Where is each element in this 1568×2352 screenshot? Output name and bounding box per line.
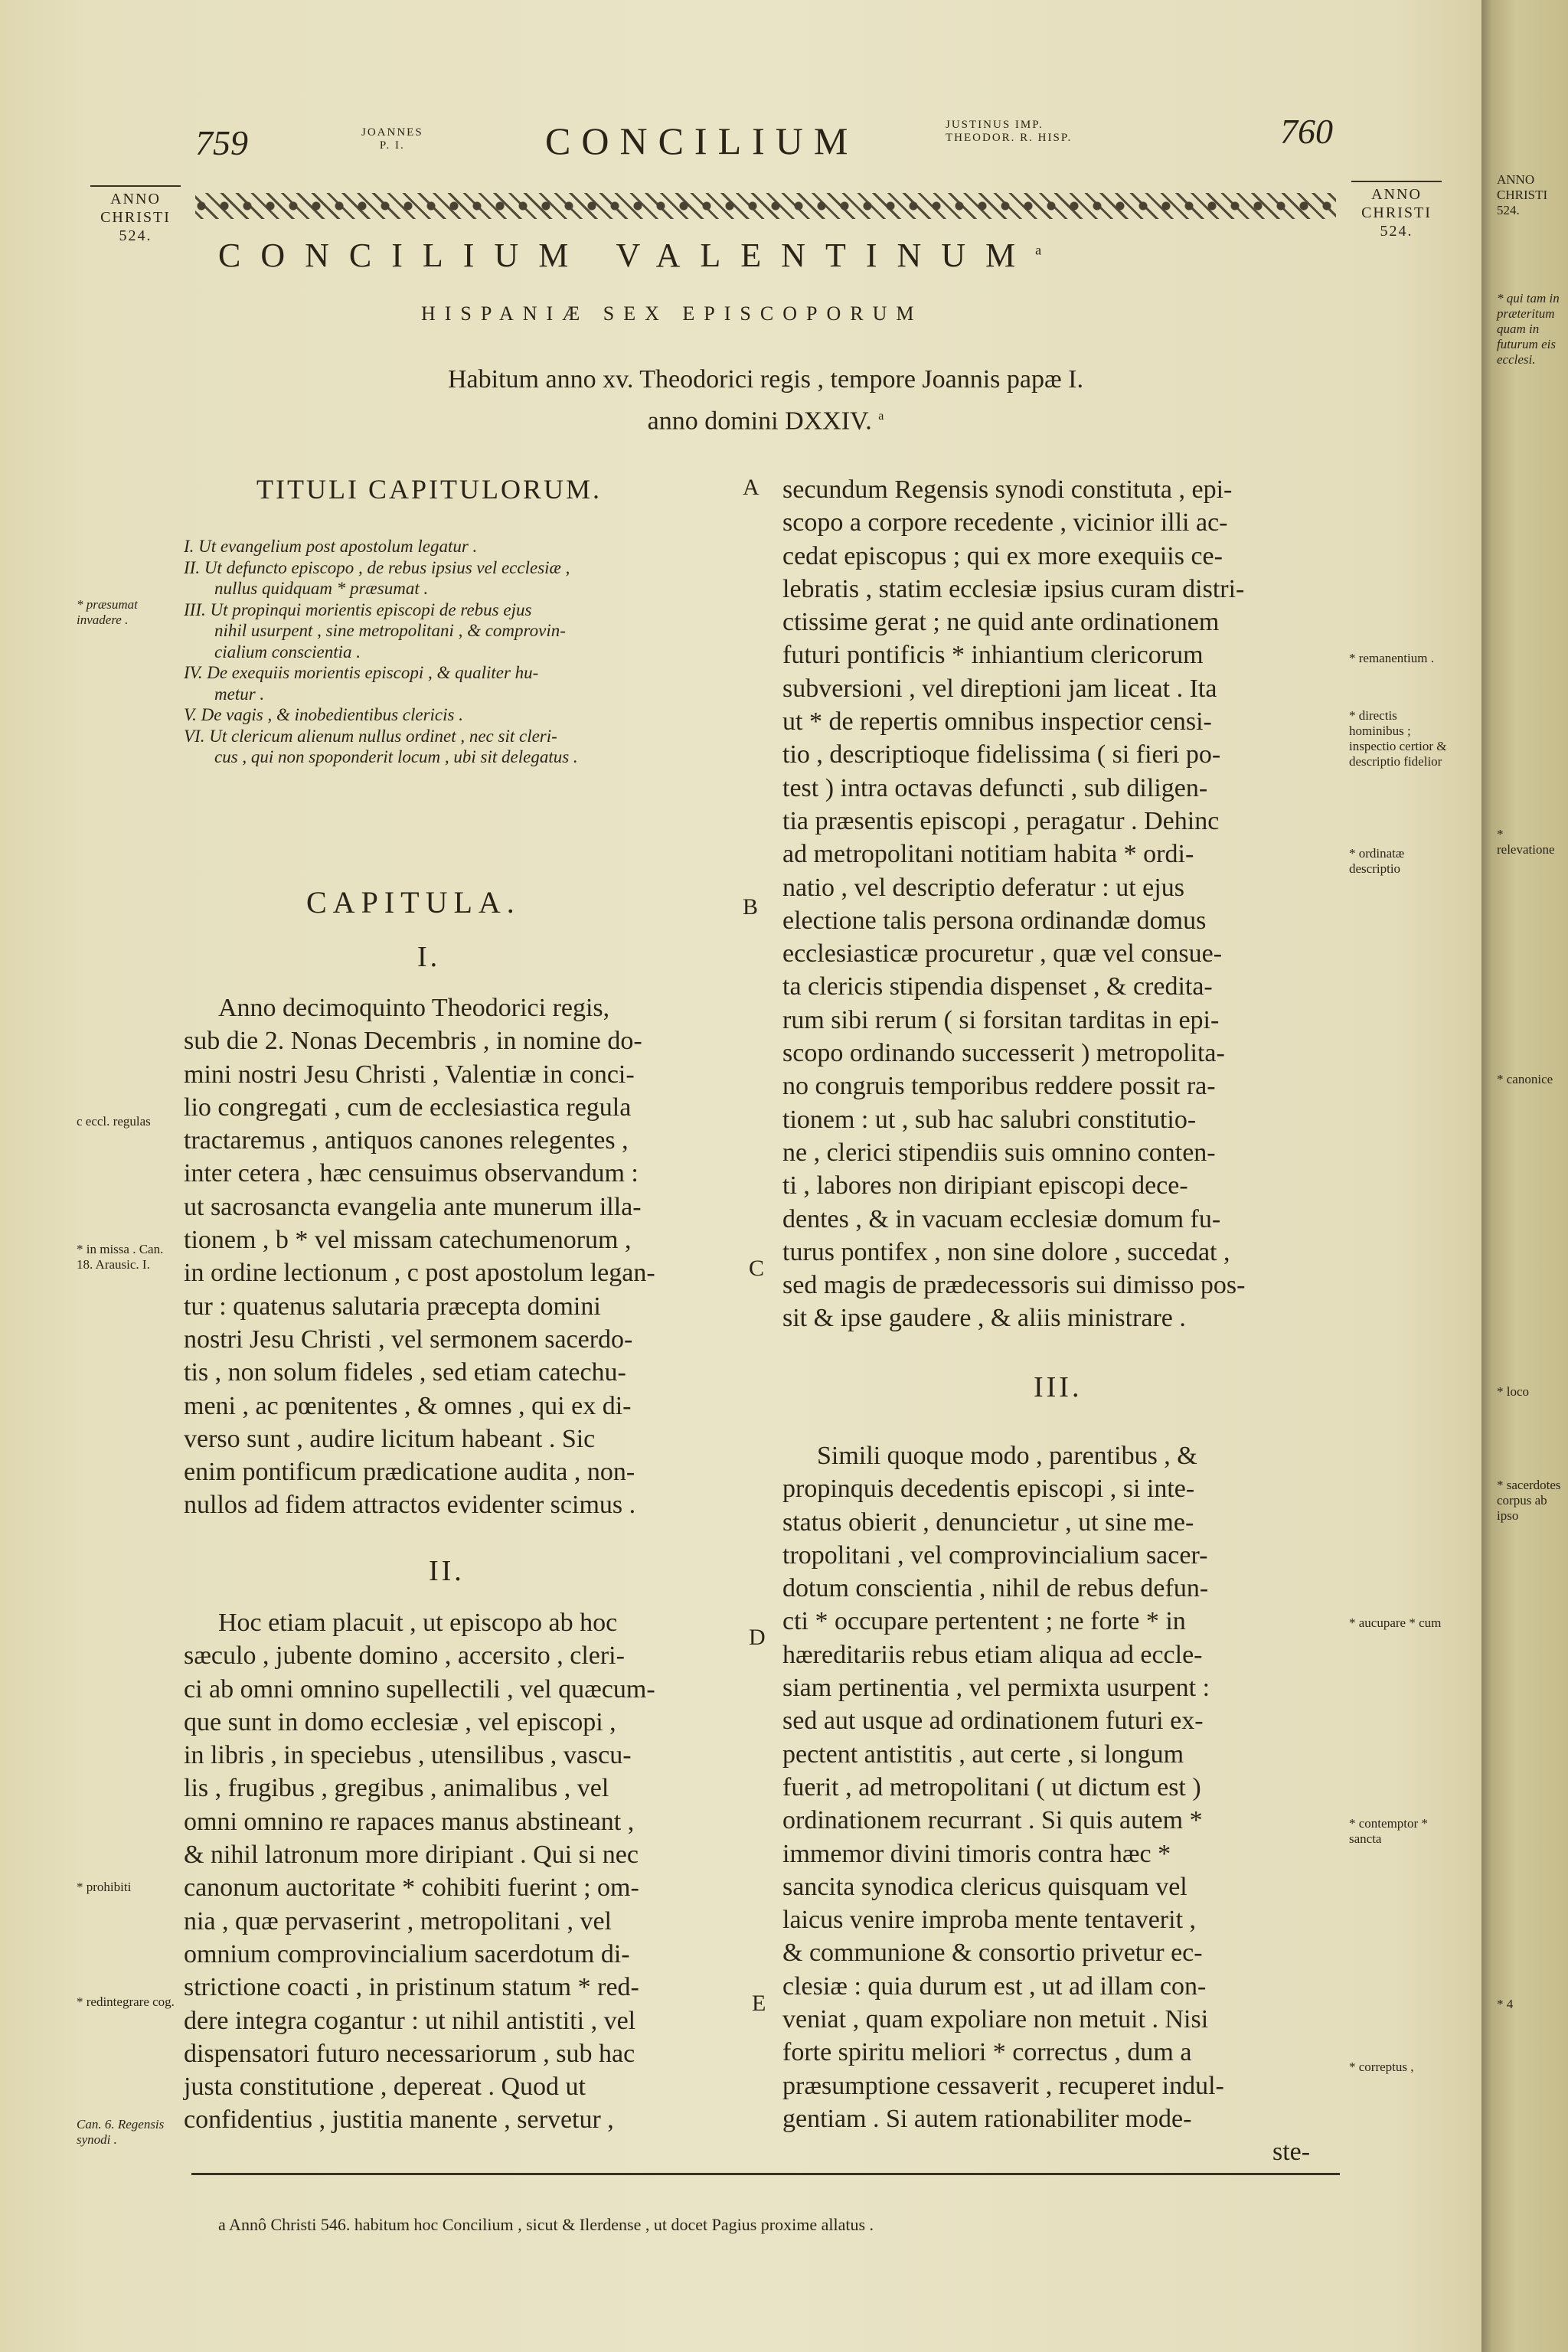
next-page-note-6: * 4	[1497, 1997, 1514, 2011]
section-2-text	[184, 1606, 735, 2137]
council-subtitle: HISPANIÆ SEX EPISCOPORUM	[421, 302, 923, 325]
text-line: Anno decimoquinto Theodorici regis,	[218, 994, 610, 1022]
margin-letter-d: D	[749, 1625, 766, 1650]
text-line: in ordine lectionum , c post apostolum legan-	[184, 1259, 655, 1288]
held-footnote-mark: a	[878, 410, 884, 423]
text-line: ordinationem recurrant . Si quis autem *	[782, 1806, 1203, 1835]
header-left-line-1: JOANNES	[361, 126, 423, 139]
toc-line: V. De vagis , & inobedientibus clericis .	[184, 705, 463, 724]
text-line: dispensatori futuro necessariorum , sub hac	[184, 2039, 635, 2068]
text-line: status obierit , denuncietur , ut sine me-	[782, 1508, 1194, 1537]
held-line-2	[230, 398, 1302, 439]
text-line: electione talis persona ordinandæ domus	[782, 906, 1207, 935]
running-title: CONCILIUM	[545, 119, 859, 162]
text-line: tio , descriptioque fidelissima ( si fieri po-	[782, 740, 1221, 769]
left-note-redintegrare: * redintegrare cog.	[77, 1994, 175, 2009]
text-line: omni omnino re rapaces manus abstineant ,	[184, 1807, 635, 1836]
page-number-right: 760	[1280, 112, 1333, 151]
tituli-list	[184, 536, 735, 768]
header-left-line-2: P. I.	[379, 139, 405, 152]
section-3-number: III.	[1034, 1371, 1083, 1403]
next-page-note-2: * relevatione	[1497, 827, 1555, 857]
text-line: ut * de repertis omnibus inspectior censi-	[782, 707, 1212, 737]
text-line: dentes , & in vacuam ecclesiæ domum fu-	[782, 1204, 1221, 1233]
footnote-rule	[191, 2173, 1340, 2175]
header-left-label	[361, 126, 423, 152]
toc-line: IV. De exequiis morientis episcopi , & qualiter hu-	[184, 663, 539, 682]
toc-line: nihil usurpent , sine metropolitani , & comprovin-	[214, 621, 566, 640]
text-line: gentiam . Si autem rationabiliter mode-	[782, 2104, 1192, 2133]
text-line: ti , labores non diripiant episcopi dece-	[782, 1171, 1188, 1200]
margin-letter-a: A	[743, 475, 760, 500]
text-line: futuri pontificis * inhiantium clericorum	[782, 641, 1204, 670]
header-right-label	[946, 119, 1072, 145]
text-line: Hoc etiam placuit , ut episcopo ab hoc	[218, 1609, 618, 1637]
text-line: ut sacrosancta evangelia ante munerum illa-	[184, 1192, 642, 1221]
text-line: omnium comprovincialium sacerdotum di-	[184, 1939, 630, 1968]
text-line: pectent antistitis , aut certe , si longum	[782, 1740, 1184, 1769]
text-line: tia præsentis episcopi , peragatur . Dehinc	[782, 806, 1220, 835]
header-right-line-1: JUSTINUS IMP.	[946, 119, 1044, 131]
text-line: canonum auctoritate * cohibiti fuerint ; om-	[184, 1873, 639, 1903]
left-note-praesumat: * præsumat invadere .	[77, 597, 138, 627]
text-line: ad metropolitani notitiam habita * ordi-	[782, 840, 1194, 869]
text-line: turus pontifex , non sine dolore , succedat ,	[782, 1237, 1230, 1266]
text-line: inter cetera , hæc censuimus observandum :	[184, 1159, 639, 1188]
section-1-number: I.	[417, 941, 441, 973]
text-line: fuerit , ad metropolitani ( ut dictum est )	[782, 1772, 1201, 1802]
text-line: rum sibi rerum ( si forsitan tarditas in epi-	[782, 1005, 1220, 1034]
text-line: cedat episcopus ; qui ex more exequiis ce-	[782, 541, 1223, 570]
text-line: dotum conscientia , nihil de rebus defun-	[782, 1574, 1209, 1603]
left-note-missa: * in missa . Can. 18. Arausic. I.	[77, 1242, 164, 1272]
text-line: ne , clerici stipendiis suis omnino conten-	[782, 1138, 1216, 1167]
catchword: ste-	[1272, 2138, 1311, 2167]
margin-letter-c: C	[749, 1256, 765, 1281]
right-note-correptus: * correptus ,	[1349, 2060, 1414, 2074]
text-line: tropolitani , vel comprovincialium sacer-	[782, 1540, 1208, 1570]
text-line: tur : quatenus salutaria præcepta domini	[184, 1292, 601, 1321]
next-page-note-3: * canonice	[1497, 1072, 1553, 1086]
text-line: clesiæ : quia durum est , ut ad illam con-	[782, 1971, 1207, 2001]
text-line: & nihil latronum more diripiant . Qui si nec	[184, 1841, 639, 1870]
text-line: sæculo , jubente domino , accersito , cleri-	[184, 1642, 625, 1671]
anno-right-rule	[1351, 181, 1442, 182]
text-line: & communione & consortio privetur ec-	[782, 1939, 1203, 1968]
text-line: ctissime gerat ; ne quid ante ordinationem	[782, 608, 1220, 637]
right-note-remanentium: * remanentium .	[1349, 651, 1434, 665]
text-line: subversioni , vel direptioni jam liceat . Ita	[782, 674, 1217, 703]
margin-letter-b: B	[743, 894, 759, 920]
left-note-regensis: Can. 6. Regensis synodi .	[77, 2117, 165, 2147]
text-line: ci ab omni omnino supellectili , vel quæcum-	[184, 1674, 655, 1704]
section-3-text	[782, 1439, 1341, 2169]
toc-line: nullus quidquam * præsumat .	[214, 579, 429, 598]
anno-christi-left	[90, 185, 181, 245]
text-line: sit & ipse gaudere , & aliis ministrare .	[782, 1304, 1186, 1333]
next-page-note-4: * loco	[1497, 1384, 1530, 1399]
footnote: a Annô Christi 546. habitum hoc Concilium , sicut & Ilerdense , ut docet Pagius proxime allatus .	[218, 2215, 874, 2234]
text-line: nostri Jesu Christi , vel sermonem sacerdo-	[184, 1325, 633, 1354]
anno-christi-right	[1351, 181, 1442, 240]
text-line: test ) intra octavas defuncti , sub diligen-	[782, 773, 1208, 802]
anno-right-line-2: CHRISTI	[1361, 204, 1432, 221]
header-right-line-2: THEODOR. R. HISP.	[946, 132, 1073, 144]
text-line: verso sunt , audire licitum habeant . Sic	[184, 1424, 596, 1453]
text-line: confidentius , justitia manente , servetur ,	[184, 2105, 614, 2135]
next-page-anno: ANNO CHRISTI 524.	[1497, 172, 1548, 217]
text-line: siam pertinentia , vel permixta usurpent :	[782, 1674, 1210, 1703]
text-line: tionem , b * vel missam catechumenorum ,	[184, 1226, 632, 1255]
next-page-note-1: * qui tam in præteritum quam in futurum eis ecclesi.	[1497, 291, 1560, 367]
text-line: præsumptione cessaverit , recuperet indul-	[782, 2071, 1224, 2100]
text-line: cti * occupare pertentent ; ne forte * in	[782, 1607, 1186, 1636]
text-line: lebratis , statim ecclesiæ ipsius curam distri-	[782, 574, 1245, 603]
text-line: ecclesiasticæ procuretur , quæ vel consue-	[782, 939, 1223, 969]
left-note-prohibiti: * prohibiti	[77, 1880, 132, 1894]
next-page-note-5: * sacerdotes corpus ab ipso	[1497, 1478, 1561, 1523]
anno-right-line-3: 524.	[1380, 223, 1413, 240]
held-statement	[230, 361, 1302, 439]
text-line: laicus venire improba mente tentaverit ,	[782, 1906, 1197, 1935]
text-line: in libris , in speciebus , utensilibus , vascu-	[184, 1741, 632, 1770]
text-line: meni , ac pœnitentes , & omnes , qui ex di-	[184, 1391, 632, 1420]
text-line: nia , quæ pervaserint , metropolitani , vel	[184, 1906, 612, 1936]
toc-line: II. Ut defuncto episcopo , de rebus ipsius vel ecclesiæ ,	[184, 557, 570, 577]
right-note-contemptor: * contemptor * sancta	[1349, 1816, 1428, 1846]
text-line: tractaremus , antiquos canones relegentes ,	[184, 1126, 629, 1155]
text-line: natio , vel descriptio deferatur : ut ejus	[782, 873, 1184, 902]
text-line: scopo a corpore recedente , vicinior illi ac-	[782, 508, 1228, 537]
toc-line: metur .	[214, 684, 265, 704]
council-title-text: CONCILIUM VALENTINUM	[218, 237, 1036, 274]
held-line-1: Habitum anno xv. Theodorici regis , tempore Joannis papæ I.	[448, 365, 1083, 394]
text-line: sub die 2. Nonas Decembris , in nomine do-	[184, 1027, 642, 1056]
text-line: Simili quoque modo , parentibus , &	[817, 1442, 1197, 1470]
toc-line: cialium conscientia .	[214, 642, 361, 662]
text-line: sancita synodica clericus quisquam vel	[782, 1872, 1187, 1901]
adjacent-page-edge	[1481, 0, 1568, 2352]
text-line: sed aut usque ad ordinationem futuri ex-	[782, 1707, 1204, 1736]
text-line: que sunt in domo ecclesiæ , vel episcopi ,	[184, 1707, 616, 1736]
anno-left-line-3: 524.	[119, 227, 152, 244]
toc-line: III. Ut propinqui morientis episcopi de rebus ejus	[184, 599, 532, 619]
page-number-left: 759	[195, 123, 248, 162]
title-footnote-mark: a	[1035, 242, 1042, 258]
right-note-aucupare: * aucupare * cum	[1349, 1615, 1442, 1630]
text-line: no congruis temporibus reddere possit ra-	[782, 1072, 1216, 1101]
text-line: tis , non solum fideles , sed etiam catechu-	[184, 1358, 626, 1387]
text-line: propinquis decedentis episcopi , si inte-	[782, 1475, 1195, 1504]
tituli-heading: TITULI CAPITULORUM.	[256, 474, 602, 505]
text-line: hæreditariis rebus etiam aliqua ad eccle-	[782, 1640, 1203, 1669]
right-note-ordinatae: * ordinatæ descriptio	[1349, 846, 1405, 876]
held-line-2-text: anno domini DXXIV.	[647, 407, 872, 436]
text-line: lio congregati , cum de ecclesiastica regula	[184, 1093, 632, 1122]
toc-line: I. Ut evangelium post apostolum legatur .	[184, 537, 478, 556]
text-line: scopo ordinando successerit ) metropolita-	[782, 1039, 1225, 1068]
text-line: forte spiritu meliori * correctus , dum a	[782, 2038, 1192, 2067]
text-line: lis , frugibus , gregibus , animalibus , vel	[184, 1774, 609, 1803]
text-line: secundum Regensis synodi constituta , epi-	[782, 475, 1233, 504]
text-line: mini nostri Jesu Christi , Valentiæ in conci-	[184, 1060, 635, 1089]
capitula-heading: CAPITULA.	[306, 885, 521, 920]
anno-left-rule	[90, 185, 181, 187]
left-note-regulas: c eccl. regulas	[77, 1114, 151, 1129]
section-1-text	[184, 991, 735, 1522]
ornamental-band	[195, 193, 1336, 219]
text-line: enim pontificum prædicatione audita , non-	[184, 1458, 635, 1487]
right-note-directis: * directis hominibus ; inspectio certior & descriptio fidelior	[1349, 708, 1447, 769]
toc-line: VI. Ut clericum alienum nullus ordinet , nec sit cleri-	[184, 726, 557, 746]
text-line: immemor divini timoris contra hæc *	[782, 1839, 1171, 1868]
section-2-number: II.	[429, 1555, 465, 1587]
anno-left-line-1: ANNO	[110, 191, 161, 207]
text-line: dere integra cogantur : ut nihil antistiti , vel	[184, 2006, 636, 2035]
toc-line: cus , qui non spoponderit locum , ubi sit delegatus .	[214, 747, 578, 766]
text-line: sed magis de prædecessoris sui dimisso pos-	[782, 1271, 1246, 1300]
text-line: ta clericis stipendia dispenset , & credita-	[782, 972, 1213, 1001]
text-line: veniat , quam expoliare non metuit . Nisi	[782, 2005, 1209, 2034]
text-line: tionem : ut , sub hac salubri constitutio-	[782, 1105, 1197, 1134]
text-line: nullos ad fidem attractos evidenter scimus .	[184, 1491, 636, 1520]
text-line: strictione coacti , in pristinum statum * red-	[184, 1973, 639, 2002]
margin-letter-e: E	[752, 1991, 766, 2016]
council-title	[218, 236, 1041, 275]
text-line: justa constitutione , depereat . Quod ut	[184, 2073, 586, 2102]
anno-right-line-1: ANNO	[1371, 186, 1422, 203]
right-column-text	[782, 473, 1341, 1335]
anno-left-line-2: CHRISTI	[100, 209, 171, 226]
